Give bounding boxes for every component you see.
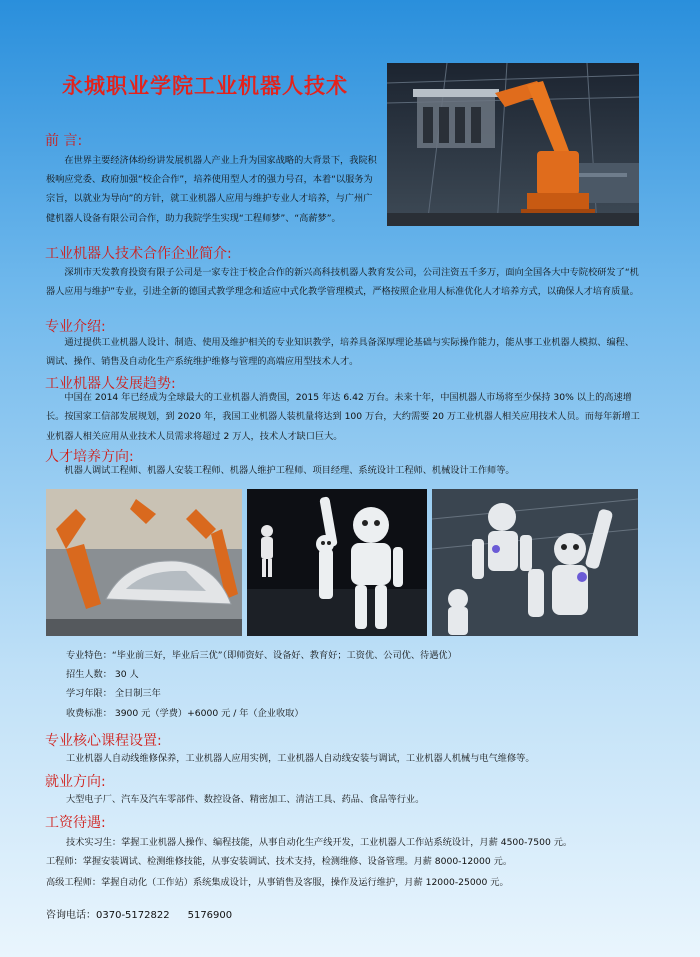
tuition-fee: 收费标准： 3900 元（学费）+6000 元 / 年（企业收取） bbox=[66, 708, 304, 719]
service-robots-photo bbox=[432, 489, 638, 636]
salary-technician: 技术实习生：掌握工业机器人操作、编程技能，从事自动化生产线开发，工业机器人工作站系统设计，月薪 4500-7500 元。 bbox=[66, 837, 573, 848]
employment-text: 大型电子厂、汽车及汽车零部件、数控设备、精密加工、清洁工具、药品、食品等行业。 bbox=[66, 794, 425, 805]
page-title: 永城职业学院工业机器人技术 bbox=[62, 74, 348, 98]
industrial-robot-photo bbox=[387, 63, 639, 226]
major-text: 通过提供工业机器人设计、制造、使用及维护相关的专业知识教学，培养具备深厚理论基础与实际操作能力，能从事工业机器人模拟、编程、调试、操作、销售及自动化生产系统维护维修与管理的高端应用型技术人才。 bbox=[46, 337, 635, 368]
direction-heading: 人才培养方向: bbox=[45, 449, 134, 465]
phone-number-2: 5176900 bbox=[187, 910, 233, 921]
trend-heading: 工业机器人发展趋势: bbox=[45, 376, 176, 392]
trend-text: 中国在 2014 年已经成为全球最大的工业机器人消费国，2015 年达 6.42 万台。未来十年，中国机器人市场将至少保持 30% 以上的高速增长。按国家工信部发展规划，到 2020 年，我国工业机器人装机量将达到 100 万台，大约需要 20 万工业机器人相关应用技术人员。而每年新增工业机器人相关应用从业技术人员需求将超过 2 万人，技术人才缺口巨大。 bbox=[46, 392, 640, 442]
company-heading: 工业机器人技术合作企业简介: bbox=[45, 246, 232, 262]
humanoid-robot-photo bbox=[247, 489, 427, 636]
program-features: 专业特色：“毕业前三好，毕业后三优”（即师资好、设备好、教育好；工资优、公司优、待遇优） bbox=[66, 650, 457, 661]
foreword-heading: 前 言: bbox=[45, 133, 83, 149]
car-assembly-robots-photo bbox=[46, 489, 242, 636]
salary-engineer: 工程师：掌握安装调试、检测维修技能，从事安装调试、技术支持，检测维修、设备管理。月薪 8000-12000 元。 bbox=[46, 856, 513, 867]
foreword-text: 在世界主要经济体纷纷讲发展机器人产业上升为国家战略的大背景下，我院积极响应党委、政府加强“校企合作”，培养使用型人才的强力号召，本着“以服务为宗旨，以就业为导向”的方针，就工业机器人应用与维护专业人才培养，与广州广健机器人设备有限公司合作，助力我院学生实现“工程师梦”、“高薪梦”。 bbox=[46, 155, 377, 224]
company-text: 深圳市天发教育投资有限子公司是一家专注于校企合作的新兴高科技机器人教育发公司，公司注资五千多万，面向全国各大中专院校研发了“机器人应用与维护”专业，引进全新的德国式教学理念和适应中式化教学管理模式，严格按照企业用人标准优化人才培养方式，以确保人才培育质量。 bbox=[46, 267, 639, 298]
employment-heading: 就业方向: bbox=[45, 774, 106, 790]
enrollment-count: 招生人数： 30 人 bbox=[66, 669, 139, 680]
courses-heading: 专业核心课程设置: bbox=[45, 733, 162, 749]
salary-senior: 高级工程师：掌握自动化（工作站）系统集成设计，从事销售及客服，操作及运行维护，月薪 12000-25000 元。 bbox=[46, 877, 509, 888]
contact-label: 咨询电话： bbox=[46, 910, 96, 921]
study-duration: 学习年限： 全日制三年 bbox=[66, 688, 161, 699]
major-heading: 专业介绍: bbox=[45, 319, 106, 335]
salary-heading: 工资待遇: bbox=[45, 815, 106, 831]
direction-text: 机器人调试工程师、机器人安装工程师、机器人维护工程师、项目经理、系统设计工程师、机械设计工作师等。 bbox=[64, 465, 515, 476]
contact-line bbox=[46, 906, 250, 921]
courses-text: 工业机器人自动线维修保养，工业机器人应用实例，工业机器人自动线安装与调试，工业机器人机械与电气维修等。 bbox=[66, 753, 535, 764]
phone-number-1: 0370-5172822 bbox=[96, 910, 170, 921]
